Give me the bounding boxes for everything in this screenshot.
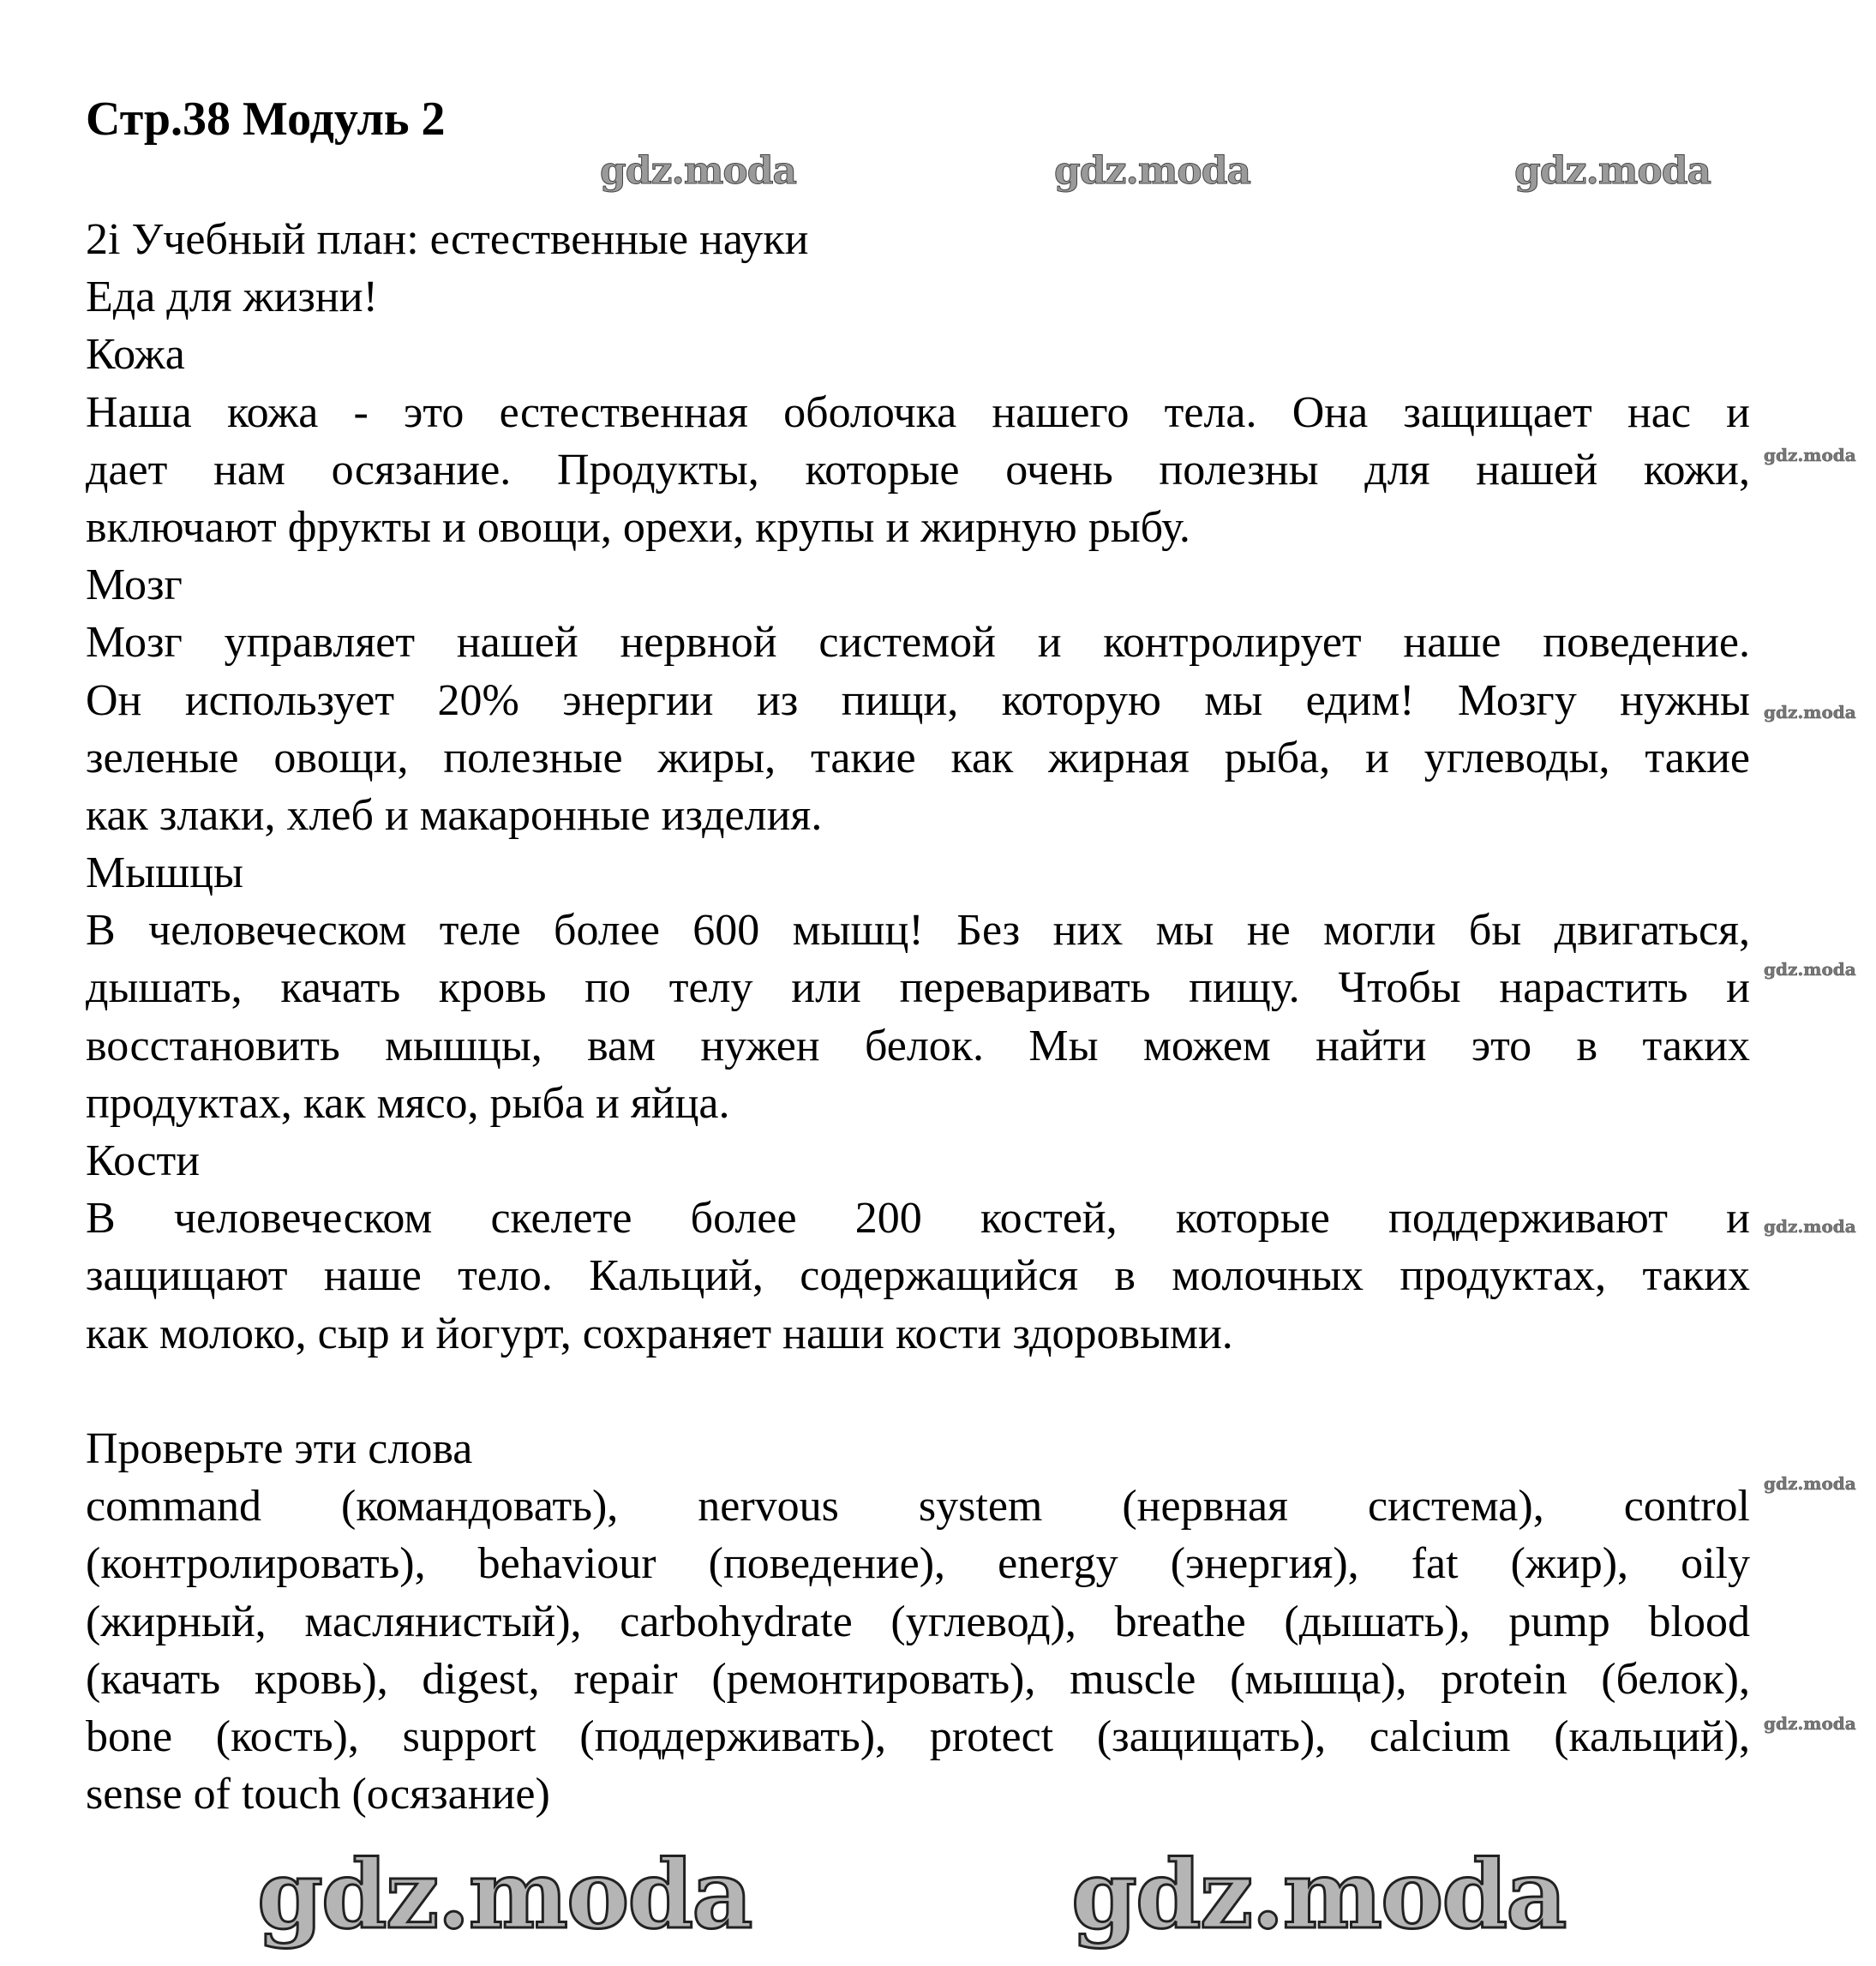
text-line-content: как молоко, сыр и йогурт, сохраняет наши кости здоровыми. xyxy=(86,1309,1233,1358)
text-line xyxy=(86,1247,1750,1304)
text-line-content: (жирный, маслянистый), carbohydrate (углевод), breathe (дышать), pump blood xyxy=(86,1597,1750,1646)
text-line xyxy=(86,959,1750,1016)
watermark-logo: gdz.moda xyxy=(1764,959,1856,980)
text-line xyxy=(86,1593,1750,1651)
text-line xyxy=(86,268,1750,326)
watermark-logo: gdz.moda xyxy=(1764,702,1856,722)
text-line-content: Еда для жизни! xyxy=(86,273,378,322)
text-line xyxy=(86,1132,1750,1190)
text-line-content: защищают наше тело. Кальций, содержащийся в молочных продуктах, таких xyxy=(86,1251,1750,1301)
watermark-logo: gdz.moda xyxy=(600,149,797,193)
watermark-logo: gdz.moda xyxy=(1514,149,1711,193)
text-line xyxy=(86,211,1750,268)
text-line-content: sense of touch (осязание) xyxy=(86,1770,550,1819)
text-line xyxy=(86,672,1750,729)
text-line xyxy=(86,326,1750,383)
text-line xyxy=(86,1305,1750,1363)
blank-line xyxy=(86,1363,1750,1420)
text-line xyxy=(86,441,1750,499)
text-line-content: Мозг управляет нашей нервной системой и контролирует наше поведение. xyxy=(86,618,1750,668)
text-line xyxy=(86,614,1750,671)
text-line-content: В человеческом теле более 600 мышц! Без них мы не могли бы двигаться, xyxy=(86,906,1750,956)
watermark-logo: gdz.moda xyxy=(1764,1473,1856,1494)
text-line-content: Кости xyxy=(86,1136,201,1185)
text-line xyxy=(86,1765,1750,1823)
text-line xyxy=(86,844,1750,902)
text-line-content: Мозг xyxy=(86,560,183,610)
text-line-content: 2i Учебный план: естественные науки xyxy=(86,215,809,264)
watermark-logo: gdz.moda xyxy=(257,1839,752,1950)
watermark-logo: gdz.moda xyxy=(1071,1839,1566,1950)
text-line xyxy=(86,902,1750,959)
text-line-content: Мышцы xyxy=(86,848,243,898)
watermark-logo: gdz.moda xyxy=(1764,1216,1856,1237)
text-line-content: Кожа xyxy=(86,330,185,380)
text-line xyxy=(86,384,1750,441)
text-line xyxy=(86,1075,1750,1132)
text-line xyxy=(86,499,1750,556)
text-line-content: bone (кость), support (поддерживать), protect (защищать), calcium (кальций), xyxy=(86,1711,1750,1761)
text-line-content: (контролировать), behaviour (поведение), energy (энергия), fat (жир), oily xyxy=(86,1539,1750,1589)
text-line-content: дышать, качать кровь по телу или переваривать пищу. Чтобы нарастить и xyxy=(86,963,1750,1013)
text-line xyxy=(86,556,1750,614)
text-line xyxy=(86,1477,1750,1535)
text-line-content: Проверьте эти слова xyxy=(86,1424,473,1473)
watermark-logo: gdz.moda xyxy=(1764,445,1856,465)
text-line xyxy=(86,1420,1750,1477)
text-line xyxy=(86,1190,1750,1247)
text-line-content: command (командовать), nervous system (нервная система), control xyxy=(86,1482,1750,1531)
text-line xyxy=(86,787,1750,844)
text-line-content: (качать кровь), digest, repair (ремонтировать), muscle (мышца), protein (белок), xyxy=(86,1654,1750,1704)
text-line xyxy=(86,729,1750,787)
page-title: Стр.38 Модуль 2 xyxy=(86,93,446,146)
text-line xyxy=(86,1535,1750,1592)
text-line-content: восстановить мышцы, вам нужен белок. Мы можем найти это в таких xyxy=(86,1021,1750,1070)
text-line-content: Он использует 20% энергии из пищи, которую мы едим! Мозгу нужны xyxy=(86,675,1750,725)
text-line-content: продуктах, как мясо, рыба и яйца. xyxy=(86,1078,730,1128)
text-line xyxy=(86,1651,1750,1708)
document-body xyxy=(86,211,1750,1823)
text-line xyxy=(86,1708,1750,1765)
text-line-content: включают фрукты и овощи, орехи, крупы и жирную рыбу. xyxy=(86,502,1190,552)
text-line-content: как злаки, хлеб и макаронные изделия. xyxy=(86,790,823,840)
text-line-content: дает нам осязание. Продукты, которые очень полезны для нашей кожи, xyxy=(86,445,1750,494)
watermark-logo: gdz.moda xyxy=(1054,149,1251,193)
text-line xyxy=(86,1017,1750,1075)
watermark-logo: gdz.moda xyxy=(1764,1713,1856,1734)
text-line-content: зеленые овощи, полезные жиры, такие как жирная рыба, и углеводы, такие xyxy=(86,733,1750,782)
text-line-content: В человеческом скелете более 200 костей, которые поддерживают и xyxy=(86,1194,1750,1244)
text-line-content: Наша кожа - это естественная оболочка нашего тела. Она защищает нас и xyxy=(86,387,1750,437)
